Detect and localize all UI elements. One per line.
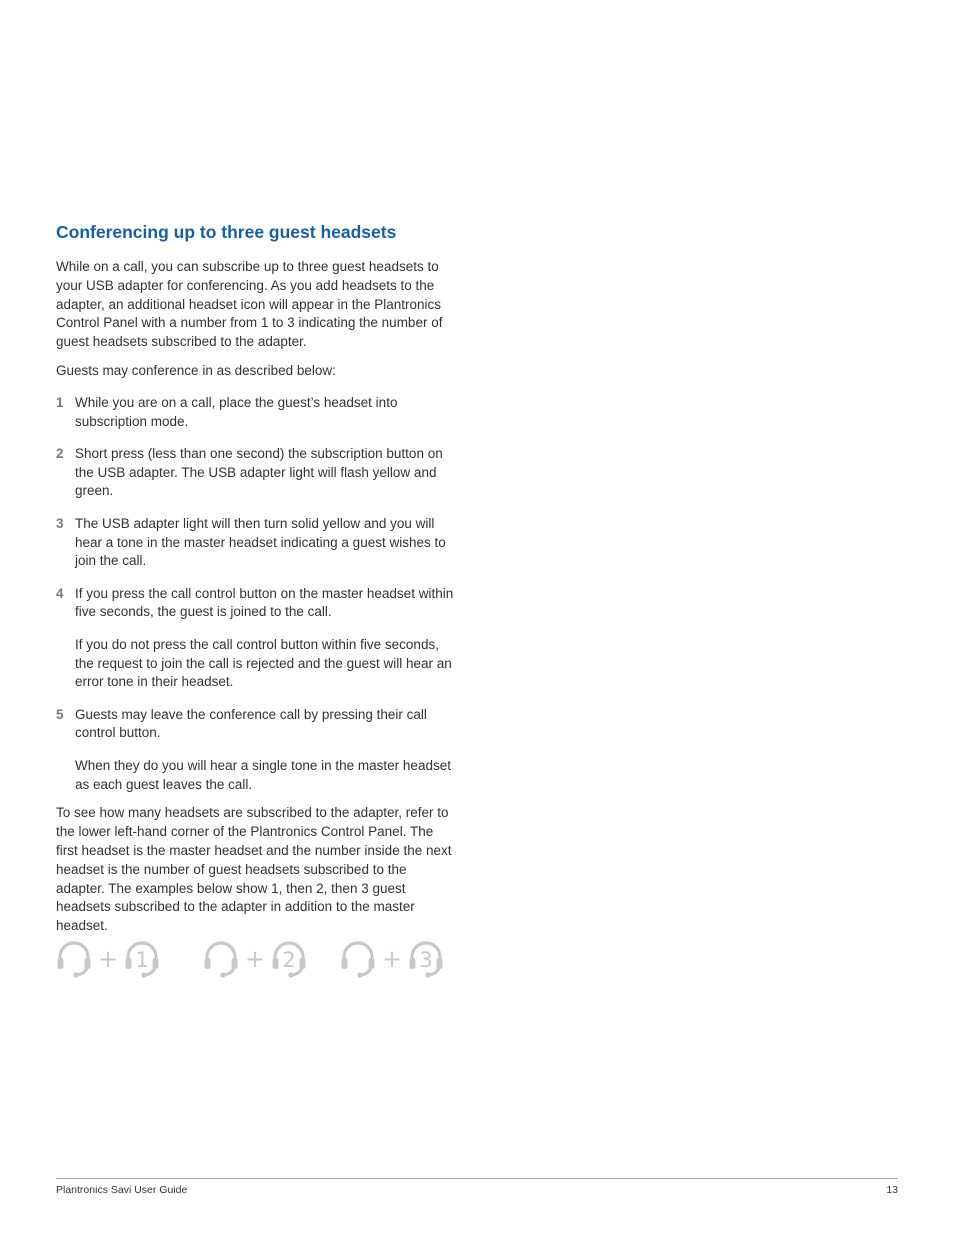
step-text: Guests may leave the conference call by pressing their call control button. <box>75 706 427 741</box>
example-three-guests <box>340 940 444 978</box>
step-1 <box>56 394 456 432</box>
example-graphic <box>203 940 307 978</box>
step-number: 1 <box>56 394 64 410</box>
example-two-guests <box>203 940 307 978</box>
step-5 <box>56 706 456 795</box>
example-one-guest <box>56 940 160 978</box>
step-4 <box>56 585 456 692</box>
step-number: 4 <box>56 585 64 601</box>
section-heading: Conferencing up to three guest headsets <box>56 222 397 242</box>
step-note: If you do not press the call control button within five seconds, the request to join the call is rejected and the guest will hear an error tone in their headset. <box>75 636 452 690</box>
step-text: Short press (less than one second) the subscription button on the USB adapter. The USB adapter light will flash yellow and green. <box>75 445 443 499</box>
footer-title: Plantronics Savi User Guide <box>56 1184 188 1196</box>
step-note: When they do you will hear a single tone in the master headset as each guest leaves the call. <box>75 757 451 792</box>
plus-sign: + <box>244 945 266 973</box>
main-content <box>56 220 456 946</box>
guest-count: 1 <box>135 948 149 972</box>
master-headset-icon <box>344 943 372 975</box>
step-text: The USB adapter light will then turn solid yellow and you will hear a tone in the master headset indicating a guest wishes to join the call. <box>75 515 446 569</box>
step-text: While you are on a call, place the guest’s headset into subscription mode. <box>75 394 398 429</box>
guest-count: 3 <box>419 948 433 972</box>
step-number: 5 <box>56 706 64 722</box>
step-number: 2 <box>56 445 64 461</box>
step-number: 3 <box>56 515 64 531</box>
step-text: If you press the call control button on the master headset within five seconds, the guest is joined to the call. <box>75 585 454 620</box>
intro-paragraph: While on a call, you can subscribe up to three guest headsets to your USB adapter for conferencing. As you add headsets to the adapter, an additional headset icon will appear in the Plantronics Control Panel with a number from 1 to 3 indicating the number of guest headsets subscribed to the adapter. <box>56 259 443 350</box>
example-graphic <box>340 940 444 978</box>
page-number: 13 <box>886 1184 898 1196</box>
guest-count: 2 <box>282 948 296 972</box>
steps-list <box>56 394 456 795</box>
example-graphic <box>56 940 160 978</box>
step-3 <box>56 515 456 571</box>
master-headset-icon <box>60 943 88 975</box>
closing-paragraph: To see how many headsets are subscribed to the adapter, refer to the lower left-hand corner of the Plantronics Control Panel. The first headset is the master headset and the number inside the next headset is the number of guest headsets subscribed to the adapter. The examples below show 1, then 2, then 3 guest headsets subscribed to the adapter in addition to the master headset. <box>56 805 452 934</box>
lead-in-paragraph: Guests may conference in as described below: <box>56 362 336 378</box>
plus-sign: + <box>381 945 403 973</box>
master-headset-icon <box>207 943 235 975</box>
footer-divider <box>56 1178 898 1179</box>
plus-sign: + <box>97 945 119 973</box>
step-2 <box>56 445 456 501</box>
headset-examples <box>56 940 456 978</box>
